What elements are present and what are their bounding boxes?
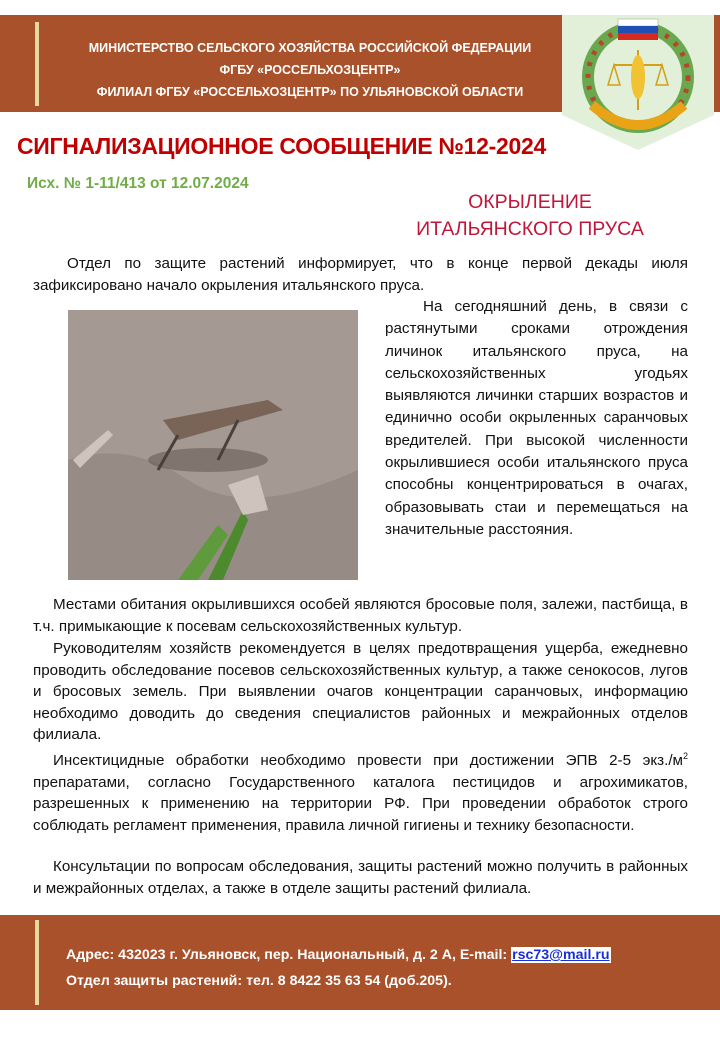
locust-photo — [68, 310, 358, 580]
emblem-logo — [562, 15, 714, 150]
header-accent-line — [35, 22, 39, 106]
footer-phone: Отдел защиты растений: тел. 8 8422 35 63 54 (доб.205). — [66, 973, 452, 989]
side-paragraph: На сегодняшний день, в связи с растянутыми сроками отрождения личинок итальянского пруса, на сельскохозяйственных угодьях выявляются личинки старших возрастов и единично особи окрыленных саранчовых вредителей. При высокой численности окрылившиеся особи итальянского пруса способны концентрироваться в очагах, образовывать стаи и перемещаться на значительные расстояния. — [385, 298, 688, 538]
footer-address — [66, 942, 611, 968]
header-branch: ФИЛИАЛ ФГБУ «РОССЕЛЬХОЗЦЕНТР» ПО УЛЬЯНОВСКОЙ ОБЛАСТИ — [96, 85, 524, 99]
treatment-text: препаратами, согласно Государственного каталога пестицидов и агрохимикатов, разрешенных к применению на территории РФ. При проведении обработок строго соблюдать регламент применения, правила личной гигиены и технику безопасности. — [33, 773, 688, 834]
email-link[interactable]: rsc73@mail.ru — [512, 947, 610, 963]
superscript: 2 — [682, 751, 688, 761]
habitat-paragraph: Местами обитания окрылившихся особей являются бросовые поля, залежи, пастбища, в т.ч. примыкающие к посевам сельскохозяйственных культур. — [33, 596, 688, 635]
address-text: Адрес: 432023 г. Ульяновск, пер. Национальный, д. 2 А, E-mail: — [66, 947, 512, 963]
footer-banner — [0, 915, 720, 1010]
recommendation-paragraph: Руководителям хозяйств рекомендуется в целях предотвращения ущерба, ежедневно проводить обследование посевов сельскохозяйственных культур, а также сенокосов, лугов и бросовых земель. При выявлении очагов концентрации саранчовых, информацию необходимо доводить до сведения специалистов районных и межрайонных отделов филиала. — [33, 640, 688, 743]
header-org: ФГБУ «РОССЕЛЬХОЗЦЕНТР» — [219, 63, 401, 77]
document-title: СИГНАЛИЗАЦИОННОЕ СООБЩЕНИЕ №12-2024 — [17, 133, 546, 159]
treatment-text: Инсектицидные обработки необходимо провести при достижении ЭПВ 2-5 экз./м — [53, 752, 683, 770]
intro-paragraph: Отдел по защите растений информирует, что в конце первой декады июля зафиксировано начало окрыления итальянского пруса. — [33, 255, 688, 294]
subtitle-line: ИТАЛЬЯНСКОГО ПРУСА — [416, 218, 644, 240]
treatment-paragraph — [33, 746, 688, 836]
document-subtitle — [380, 189, 680, 243]
footer-accent-line — [35, 920, 39, 1005]
subtitle-line: ОКРЫЛЕНИЕ — [468, 191, 592, 213]
header-ministry: МИНИСТЕРСТВО СЕЛЬСКОГО ХОЗЯЙСТВА РОССИЙСКОЙ ФЕДЕРАЦИИ — [88, 41, 532, 55]
consultation-paragraph: Консультации по вопросам обследования, защиты растений можно получить в районных и межрайонных отделах, а также в отделе защиты растений филиала. — [33, 858, 688, 897]
reference-number: Исх. № 1-11/413 от 12.07.2024 — [27, 175, 249, 192]
